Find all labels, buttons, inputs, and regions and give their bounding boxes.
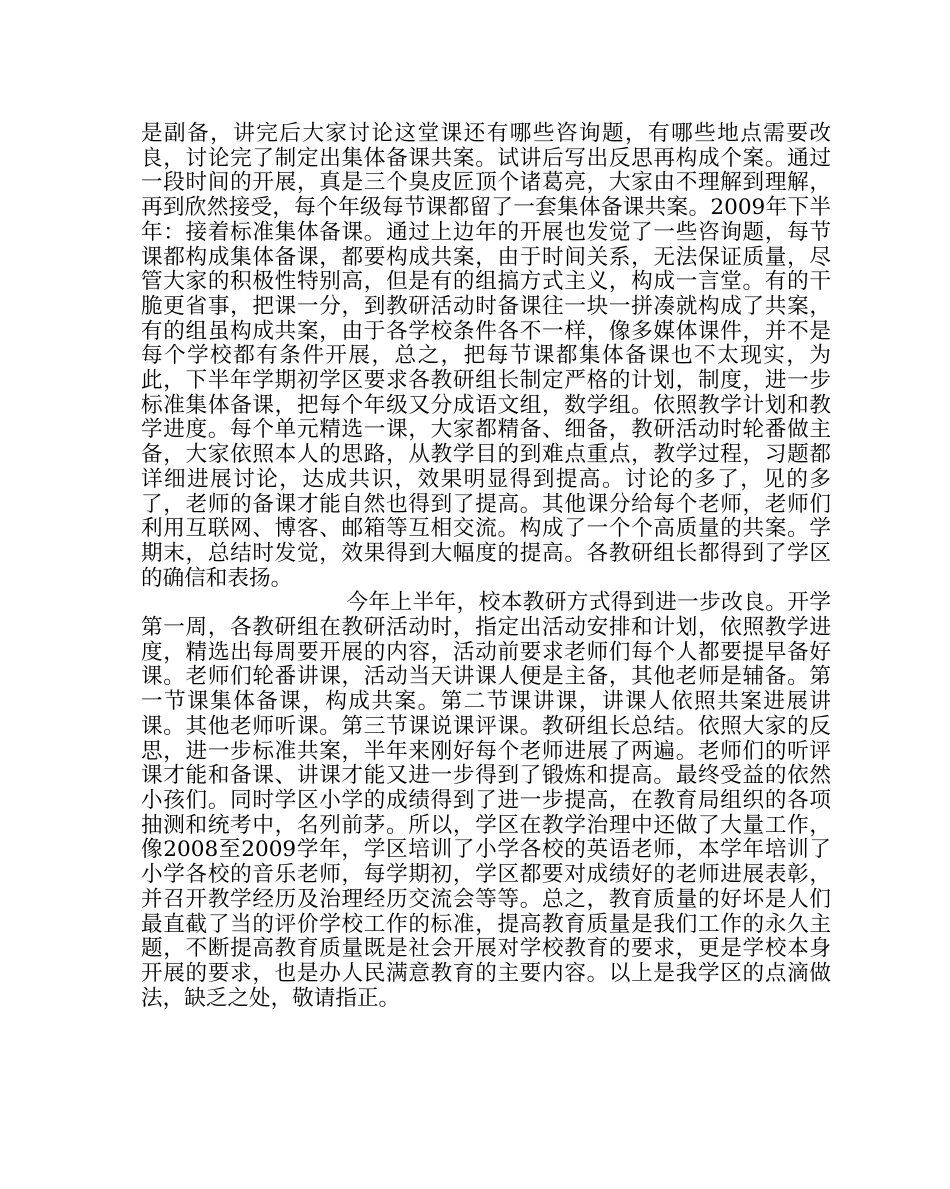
paragraph-2-text: 今年上半年，校本教研方式得到进一步改良。开学第一周，各教研组在教研活动时，指定出活动安排和计划，依照教学进度，精选出每周要开展的内容，活动前要求老师们每个人都要提早备好课。老师们轮番讲课，活动当天讲课人便是主备，其他老师是辅备。第一节课集体备课，构成共案。第二节课讲课，讲课人依照共案进展讲课。其他老师听课。第三节课说课评课。教研组长总结。依照大家的反思，进一步标准共案，半年来刚好每个老师进展了两遍。老师们的听评课才能和备课、讲课才能又进一步得到了锻炼和提高。最终受益的依然小孩们。同时学区小学的成绩得到了进一步提高，在教育局组织的各项抽测和统考中，名列前茅。所以，学区在教学治理中还做了大量工作，像2008至2009学年，学区培训了小学各校的英语老师，本学年培训了小学各校的音乐老师，每学期初，学区都要对成绩好的老师进展表彰，并召开教学经历及治理经历交流会等等。总之，教育质量的好坏是人们最直截了当的评价学校工作的标准，提高教育质量是我们工作的永久主题，不断提高教育质量既是社会开展对学校教育的要求，更是学校本身开展的要求，也是办人民满意教育的主要内容。以上是我学区的点滴做法，缺乏之处，敬请指正。 [141,590,831,1011]
paragraph-1: 是副备，讲完后大家讨论这堂课还有哪些咨询题，有哪些地点需要改良，讨论完了制定出集体备课共案。试讲后写出反思再构成个案。通过一段时间的开展，真是三个臭皮匠顶个诸葛亮，大家由不理解到理解，再到欣然接受，每个年级每节课都留了一套集体备课共案。2009年下半年：接着标准集体备课。通过上边年的开展也发觉了一些咨询题，每节课都构成集体备课，都要构成共案，由于时间关系，无法保证质量，尽管大家的积极性特别高，但是有的组搞方式主义，构成一言堂。有的干脆更省事，把课一分，到教研活动时备课往一块一拼凑就构成了共案，有的组虽构成共案，由于各学校条件各不一样，像多媒体课件，并不是每个学校都有条件开展，总之，把每节课都集体备课也不太现实，为此，下半年学期初学区要求各教研组长制定严格的计划，制度，进一步标准集体备课，把每个年级又分成语文组，数学组。依照教学计划和教学进度。每个单元精选一课，大家都精备、细备，教研活动时轮番做主备，大家依照本人的思路，从教学目的到难点重点，教学过程，习题都详细进展讨论，达成共识，效果明显得到提高。讨论的多了，见的多了，老师的备课才能自然也得到了提高。其他课分给每个老师，老师们利用互联网、博客、邮箱等互相交流。构成了一个个高质量的共案。学期末，总结时发觉，效果得到大幅度的提高。各教研组长都得到了学区的确信和表扬。 [141,121,831,591]
paragraph-2 [141,591,831,1011]
document-body [141,122,831,1011]
